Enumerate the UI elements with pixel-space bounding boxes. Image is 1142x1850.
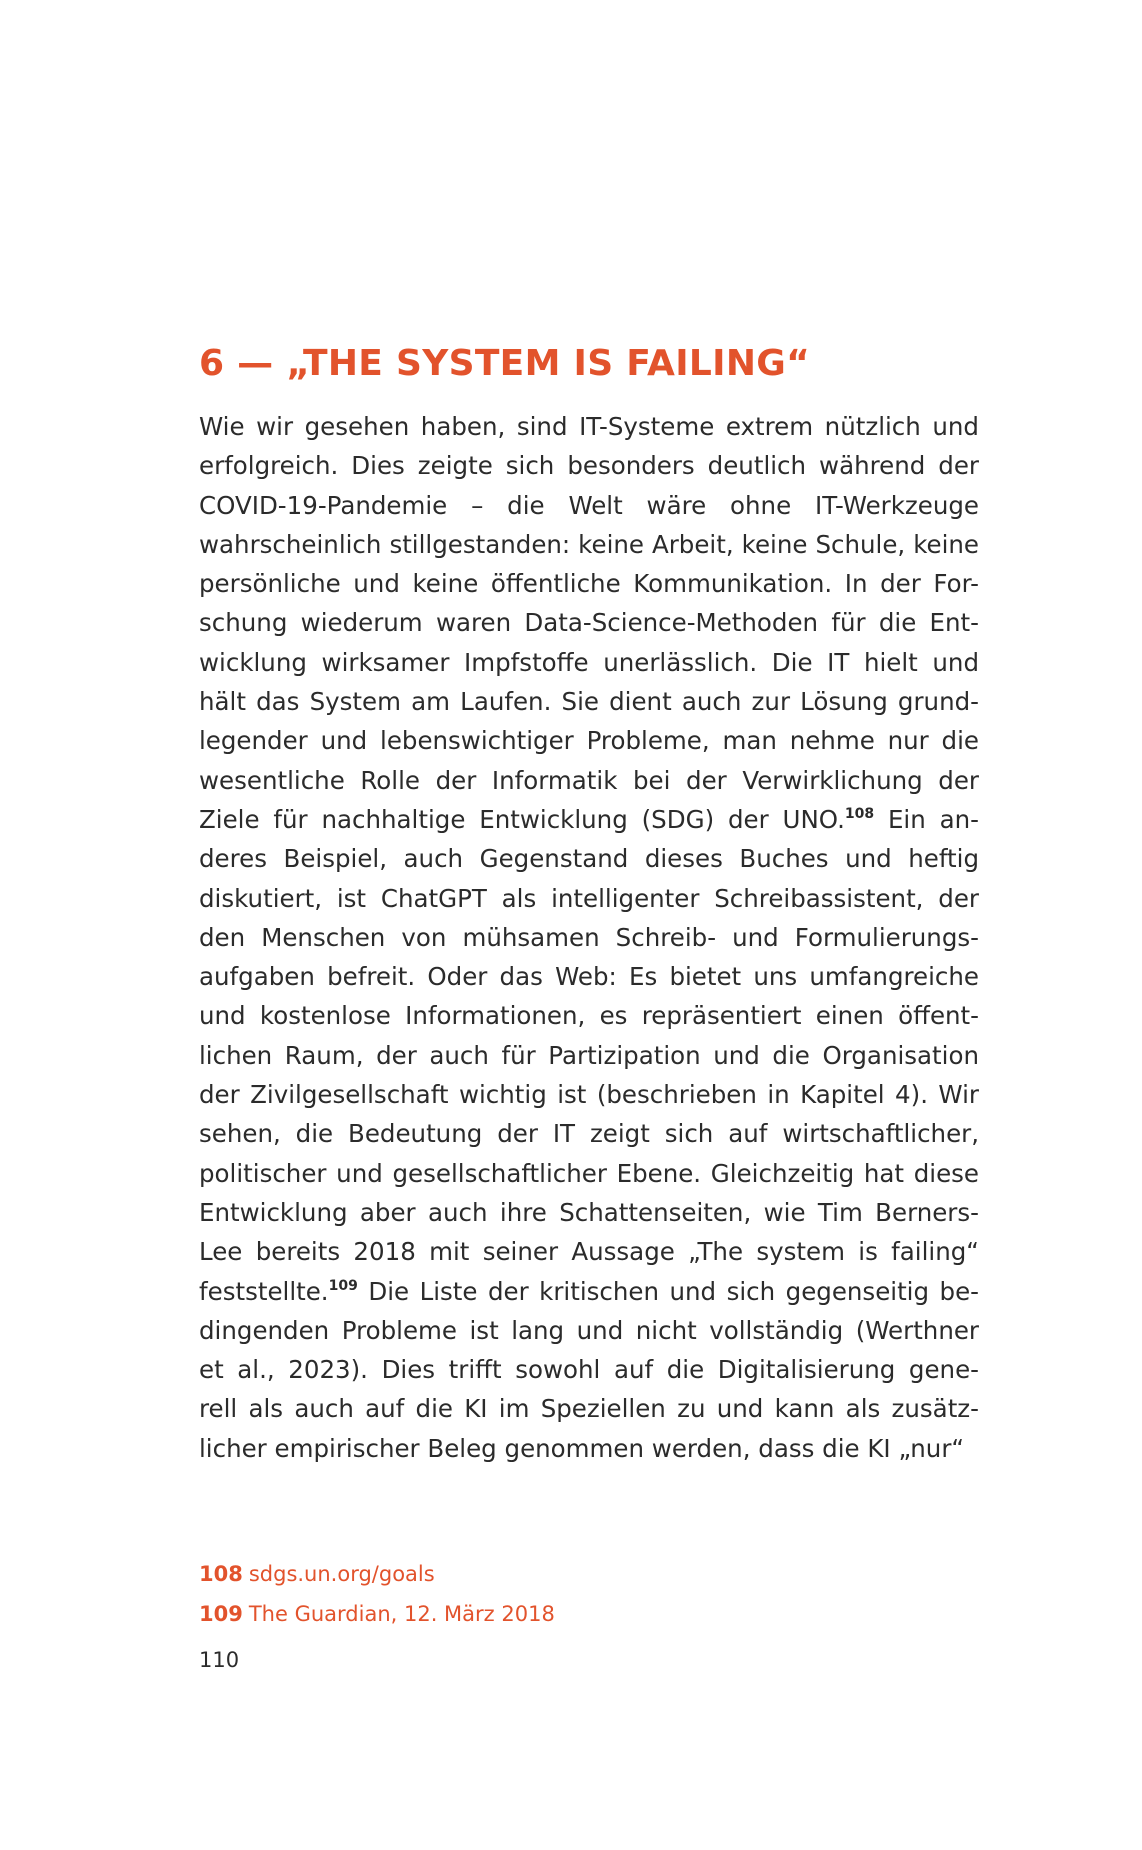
text-line-footnote-108 — [199, 800, 979, 839]
text-line: wesentliche Rolle der Informatik bei der Verwirklichung der — [199, 765, 979, 795]
text-segment: Ein an- — [874, 804, 979, 834]
text-line: legender und lebenswichtiger Probleme, man nehme nur die — [199, 726, 979, 756]
text-line: rell als auch auf die KI im Speziellen zu und kann als zusätz- — [199, 1394, 979, 1424]
text-line: Entwicklung aber auch ihre Schattenseiten, wie Tim Berners- — [199, 1197, 979, 1227]
text-line: hält das System am Laufen. Sie dient auch zur Lösung grund- — [199, 687, 979, 717]
footnotes — [199, 1554, 979, 1634]
page-number: 110 — [199, 1648, 240, 1672]
text-segment: Die Liste der kritischen und sich gegenseitig be- — [357, 1276, 979, 1306]
text-segment: feststellte. — [199, 1276, 329, 1306]
footnote-109 — [199, 1594, 979, 1634]
chapter-heading: 6 — „THE SYSTEM IS FAILING“ — [199, 343, 811, 384]
text-line-footnote-109 — [199, 1272, 979, 1311]
footnote-number: 109 — [199, 1602, 243, 1626]
text-line: der Zivilgesellschaft wichtig ist (beschrieben in Kapitel 4). Wir — [199, 1080, 979, 1110]
text-line: und kostenlose Informationen, es repräsentiert einen öffent- — [199, 1001, 979, 1031]
footnote-link[interactable]: sdgs.un.org/goals — [248, 1562, 435, 1586]
text-segment: Ziele für nachhaltige Entwicklung (SDG) der UNO. — [199, 804, 845, 834]
text-line: aufgaben befreit. Oder das Web: Es bietet uns umfangreiche — [199, 962, 979, 992]
text-line: wicklung wirksamer Impfstoffe unerlässlich. Die IT hielt und — [199, 647, 979, 677]
footnote-number: 108 — [199, 1562, 243, 1586]
footnote-ref-109[interactable]: 109 — [328, 1277, 358, 1294]
text-line: Wie wir gesehen haben, sind IT-Systeme extrem nützlich und — [199, 412, 979, 441]
text-line: wahrscheinlich stillgestanden: keine Arbeit, keine Schule, keine — [199, 529, 979, 559]
body-paragraph — [199, 407, 979, 1468]
text-line: COVID-19-Pandemie – die Welt wäre ohne IT-Werkzeuge — [199, 490, 979, 520]
footnote-ref-108[interactable]: 108 — [844, 805, 875, 822]
text-line: dingenden Probleme ist lang und nicht vollständig (Werthner — [199, 1315, 979, 1345]
footnote-text: The Guardian, 12. März 2018 — [248, 1602, 555, 1626]
text-line: diskutiert, ist ChatGPT als intelligenter Schreibassistent, der — [199, 883, 979, 913]
text-line: licher empirischer Beleg genommen werden, dass die KI „nur“ — [199, 1433, 965, 1463]
text-line: den Menschen von mühsamen Schreib- und Formulierungs- — [199, 922, 979, 952]
text-line: politischer und gesellschaftlicher Ebene. Gleichzeitig hat diese — [199, 1158, 979, 1188]
footnote-108 — [199, 1554, 979, 1594]
text-line: lichen Raum, der auch für Partizipation und die Organisation — [199, 1040, 979, 1070]
text-line: Lee bereits 2018 mit seiner Aussage „The system is failing“ — [199, 1237, 979, 1267]
text-line: persönliche und keine öffentliche Kommunikation. In der For- — [199, 569, 979, 599]
text-line: schung wiederum waren Data-Science-Methoden für die Ent- — [199, 608, 979, 638]
text-line: et al., 2023). Dies trifft sowohl auf die Digitalisierung gene- — [199, 1355, 979, 1385]
text-line: deres Beispiel, auch Gegenstand dieses Buches und heftig — [199, 844, 979, 874]
text-line: sehen, die Bedeutung der IT zeigt sich auf wirtschaftlicher, — [199, 1119, 979, 1149]
text-line: erfolgreich. Dies zeigte sich besonders deutlich während der — [199, 451, 979, 481]
